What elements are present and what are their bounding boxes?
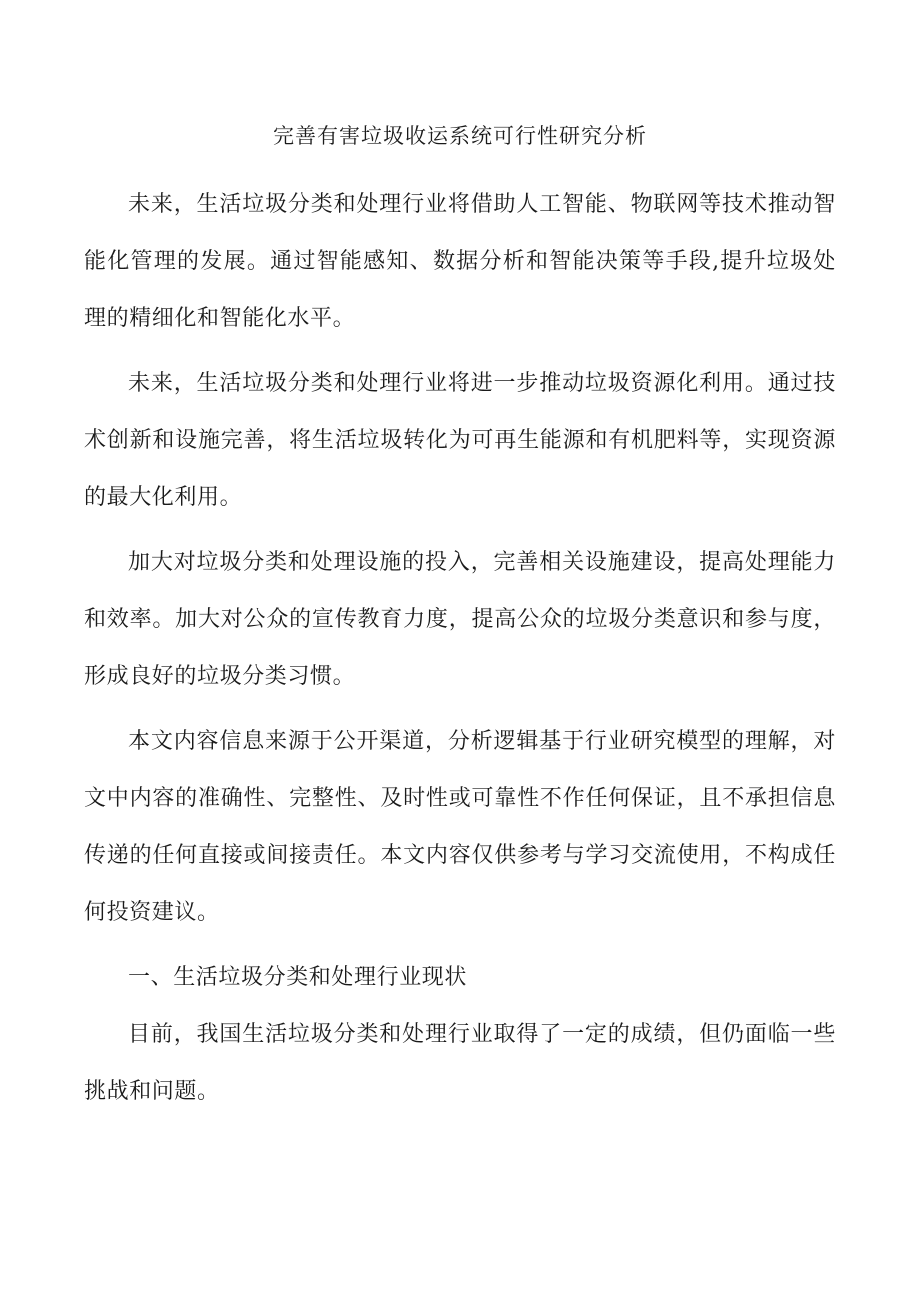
paragraph-disclaimer: 本文内容信息来源于公开渠道，分析逻辑基于行业研究模型的理解，对文中内容的准确性、完整性、及时性或可靠性不作任何保证，且不承担信息传递的任何直接或间接责任。本文内容仅供参考与学习交流使用，不构成任何投资建议。 [84, 729, 836, 925]
document-title: 完善有害垃圾收运系统可行性研究分析 [273, 124, 647, 148]
paragraph-resource-utilization: 未来，生活垃圾分类和处理行业将进一步推动垃圾资源化利用。通过技术创新和设施完善，将生活垃圾转化为可再生能源和有机肥料等，实现资源的最大化利用。 [84, 371, 836, 510]
paragraph-smart-management: 未来，生活垃圾分类和处理行业将借助人工智能、物联网等技术推动智能化管理的发展。通过智能感知、数据分析和智能决策等手段,提升垃圾处理的精细化和智能化水平。 [84, 192, 836, 331]
paragraph-industry-status: 目前，我国生活垃圾分类和处理行业取得了一定的成绩，但仍面临一些挑战和问题。 [84, 1022, 836, 1104]
section-heading-industry-status: 一、生活垃圾分类和处理行业现状 [128, 965, 468, 990]
paragraph-facility-investment: 加大对垃圾分类和处理设施的投入，完善相关设施建设，提高处理能力和效率。加大对公众的宣传教育力度，提高公众的垃圾分类意识和参与度，形成良好的垃圾分类习惯。 [84, 550, 836, 689]
